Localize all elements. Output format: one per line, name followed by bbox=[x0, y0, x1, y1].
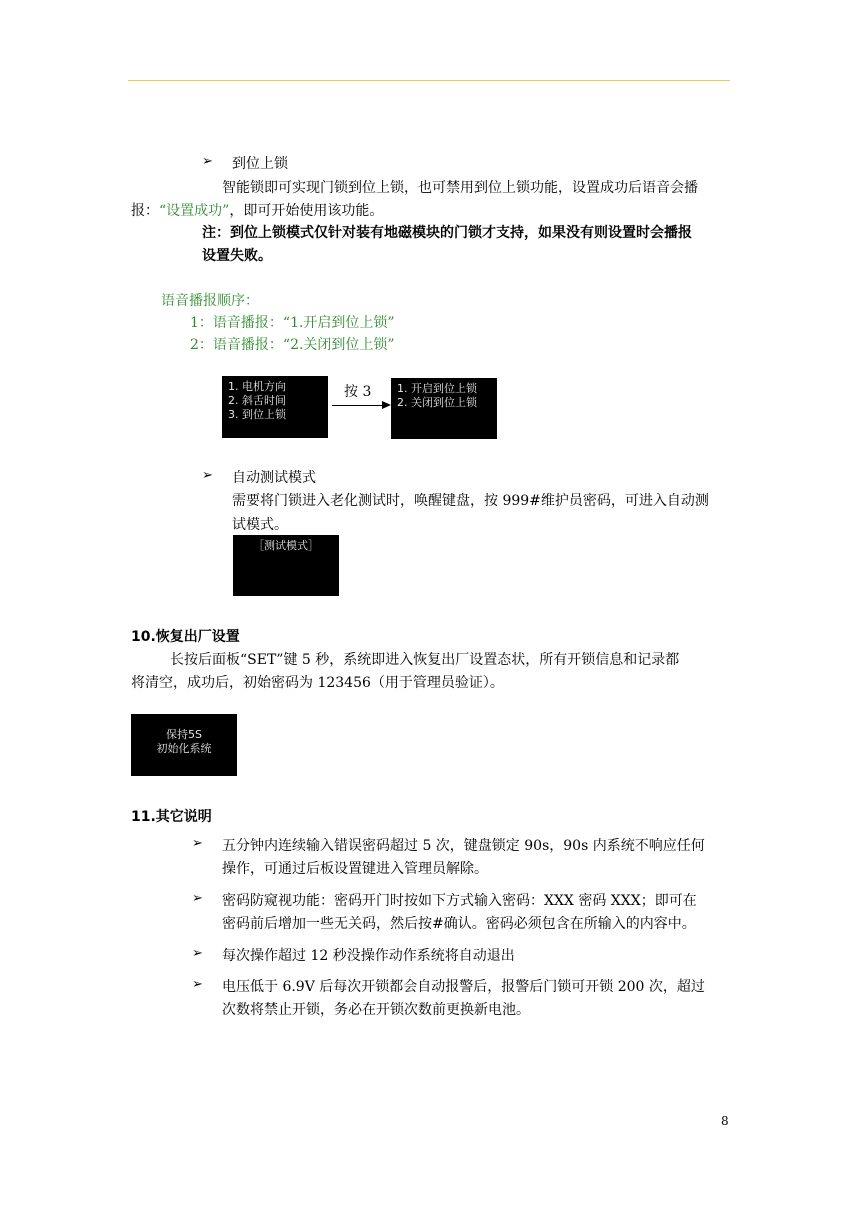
voice-order-item-1: 1：语音播报：“1.开启到位上锁” bbox=[190, 315, 395, 331]
options-screen-line: 1. 开启到位上锁 bbox=[397, 382, 477, 395]
test-section-title: 自动测试模式 bbox=[232, 470, 316, 486]
menu-screen-line: 2. 斜舌时间 bbox=[228, 394, 286, 407]
menu-screen-line: 1. 电机方向 bbox=[228, 380, 286, 393]
arrow-head-icon bbox=[382, 401, 391, 409]
reset-screen bbox=[131, 714, 237, 776]
menu-screen-line: 3. 到位上锁 bbox=[228, 408, 286, 421]
other-item-4-line1: 电压低于 6.9V 后每次开锁都会自动报警后，报警后门锁可开锁 200 次，超过 bbox=[222, 979, 705, 995]
bullet-icon: ➢ bbox=[192, 977, 203, 992]
lock-note-line1: 注：到位上锁模式仅针对装有地磁模块的门锁才支持，如果没有则设置时会播报 bbox=[202, 225, 692, 241]
reset-desc-line1: 长按后面板“SET”键 5 秒，系统即进入恢复出厂设置态状，所有开锁信息和记录都 bbox=[170, 652, 680, 668]
lock-section-title: 到位上锁 bbox=[232, 156, 288, 172]
header-rule bbox=[128, 80, 730, 81]
lock-desc-line1: 智能锁即可实现门锁到位上锁，也可禁用到位上锁功能，设置成功后语音会播 bbox=[222, 180, 698, 196]
options-screen-line: 2. 关闭到位上锁 bbox=[397, 396, 477, 409]
section-11-heading: 11.其它说明 bbox=[131, 809, 212, 825]
lock-desc-line2: 报：“设置成功”，即可开始使用该功能。 bbox=[131, 203, 384, 219]
reset-screen-line: 初始化系统 bbox=[156, 742, 212, 755]
test-desc-line2: 试模式。 bbox=[232, 517, 288, 533]
bullet-icon: ➢ bbox=[192, 946, 203, 961]
other-item-3-line1: 每次操作超过 12 秒没操作动作系统将自动退出 bbox=[222, 948, 515, 964]
section-10-heading: 10.恢复出厂设置 bbox=[131, 629, 240, 645]
page-number: 8 bbox=[721, 1114, 729, 1128]
test-desc-line1: 需要将门锁进入老化测试时，唤醒键盘，按 999#维护员密码，可进入自动测 bbox=[232, 493, 709, 509]
other-item-2-line1: 密码防窥视功能：密码开门时按如下方式输入密码：XXX 密码 XXX；即可在 bbox=[222, 893, 697, 909]
other-item-4-line2: 次数将禁止开锁，务必在开锁次数前更换新电池。 bbox=[222, 1002, 530, 1018]
voice-order-item-2: 2：语音播报：“2.关闭到位上锁” bbox=[190, 337, 395, 353]
other-item-2-line2: 密码前后增加一些无关码，然后按#确认。密码必须包含在所输入的内容中。 bbox=[222, 916, 696, 932]
other-item-1-line2: 操作，可通过后板设置键进入管理员解除。 bbox=[222, 861, 488, 877]
arrow-right-icon bbox=[332, 405, 384, 406]
bullet-icon: ➢ bbox=[192, 891, 203, 906]
other-item-1-line1: 五分钟内连续输入错误密码超过 5 次，键盘锁定 90s，90s 内系统不响应任何 bbox=[222, 838, 705, 854]
bullet-icon: ➢ bbox=[192, 836, 203, 851]
lock-note-line2: 设置失败。 bbox=[202, 248, 272, 264]
press-label: 按 3 bbox=[344, 384, 372, 400]
voice-order-title: 语音播报顺序： bbox=[161, 293, 259, 309]
reset-screen-line: 保持5S bbox=[166, 728, 202, 741]
test-mode-screen bbox=[233, 535, 339, 596]
options-screen bbox=[391, 378, 497, 439]
reset-desc-line2: 将清空，成功后，初始密码为 123456（用于管理员验证）。 bbox=[131, 675, 504, 691]
test-mode-screen-text: ［测试模式］ bbox=[253, 539, 319, 552]
menu-screen bbox=[222, 376, 328, 438]
bullet-icon: ➢ bbox=[202, 468, 213, 483]
bullet-icon: ➢ bbox=[202, 154, 213, 169]
